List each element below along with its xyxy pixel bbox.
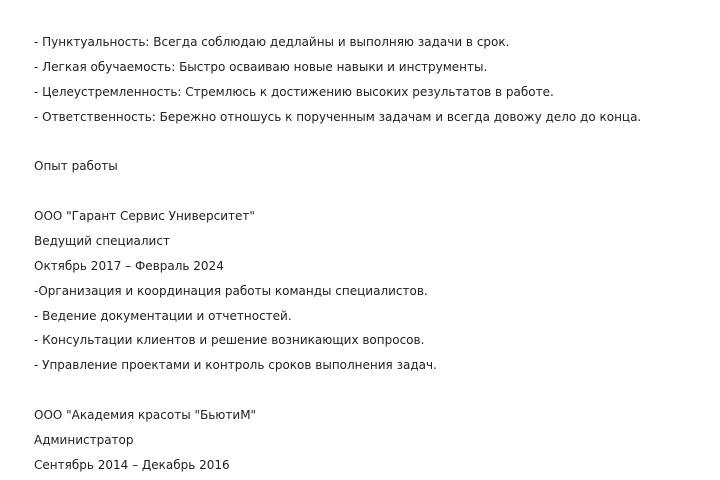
job-1-company: ООО "Гарант Сервис Университет" — [34, 209, 255, 223]
quality-purposefulness: - Целеустремленность: Стремлюсь к достижению высоких результатов в работе. — [34, 85, 554, 99]
job-1-position: Ведущий специалист — [34, 234, 170, 248]
job-1-duty: - Управление проектами и контроль сроков выполнения задач. — [34, 358, 437, 372]
job-1-duty: - Ведение документации и отчетностей. — [34, 309, 292, 323]
job-1-duty: -Организация и координация работы команды специалистов. — [34, 284, 428, 298]
job-1-period: Октябрь 2017 – Февраль 2024 — [34, 259, 224, 273]
job-2-period: Сентябрь 2014 – Декабрь 2016 — [34, 458, 230, 472]
quality-punctuality: - Пунктуальность: Всегда соблюдаю дедлайны и выполняю задачи в срок. — [34, 35, 510, 49]
job-2-position: Администратор — [34, 433, 134, 447]
quality-learning: - Легкая обучаемость: Быстро осваиваю новые навыки и инструменты. — [34, 60, 488, 74]
quality-responsibility: - Ответственность: Бережно отношусь к порученным задачам и всегда довожу дело до конца. — [34, 110, 642, 124]
job-1-duty: - Консультации клиентов и решение возникающих вопросов. — [34, 333, 425, 347]
experience-heading: Опыт работы — [34, 159, 118, 173]
job-2-company: ООО "Академия красоты "БьютиМ" — [34, 408, 257, 422]
